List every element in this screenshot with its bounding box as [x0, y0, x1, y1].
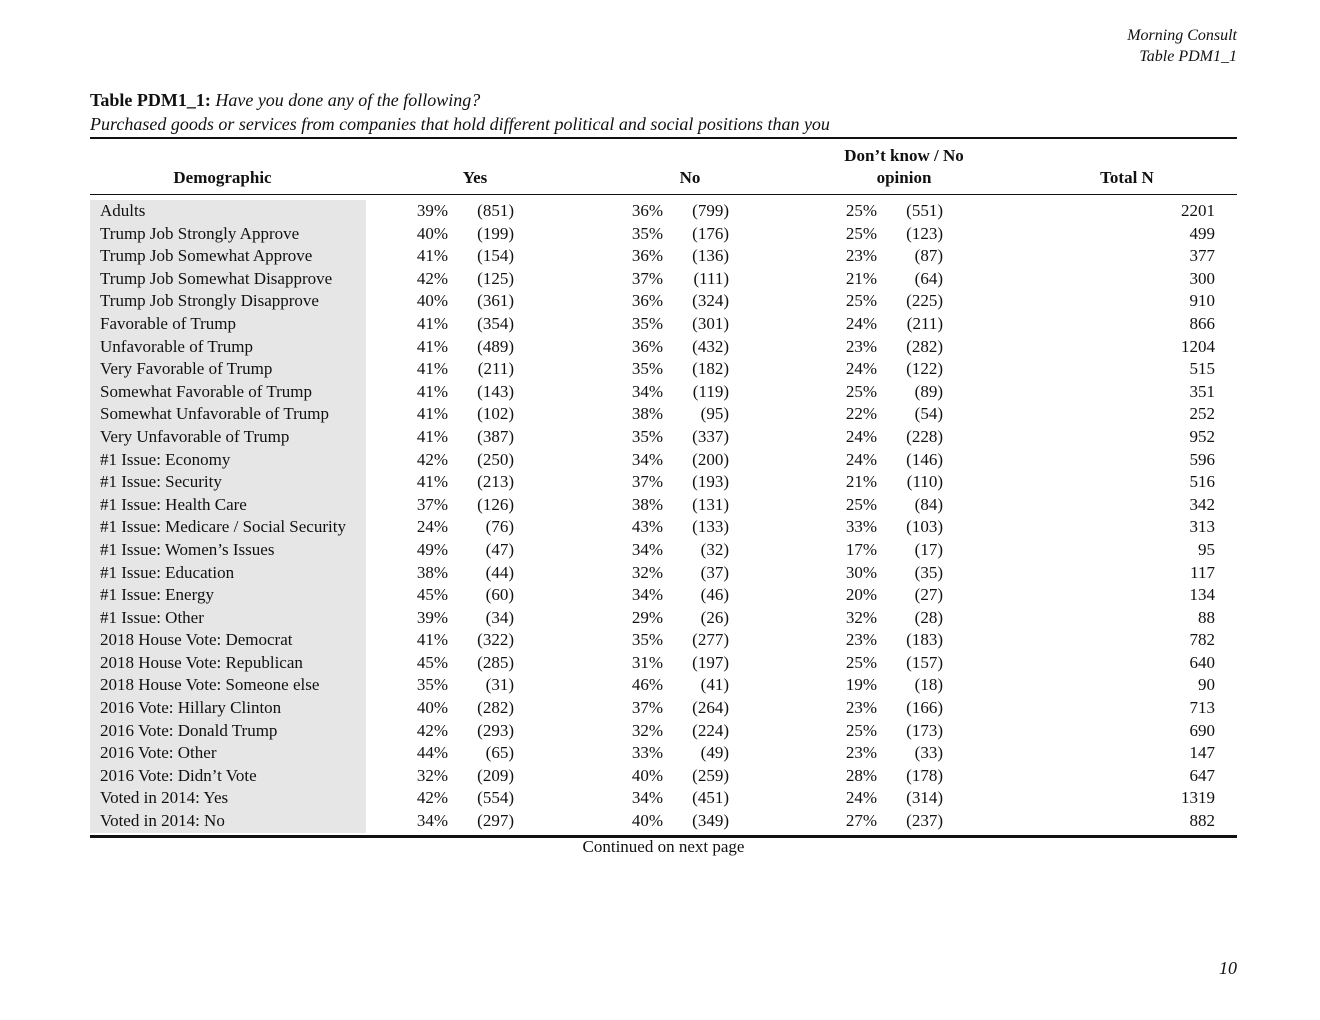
- dontknow-n: (228): [906, 426, 943, 446]
- row-label: #1 Issue: Medicare / Social Security: [100, 517, 346, 537]
- table-row: [90, 245, 1237, 268]
- yes-pct: 41%: [416, 336, 448, 356]
- dontknow-pct: 21%: [845, 472, 877, 492]
- dontknow-pct: 25%: [845, 720, 877, 740]
- dontknow-n: (18): [914, 675, 943, 695]
- row-label: 2016 Vote: Other: [100, 743, 217, 763]
- dontknow-n: (84): [914, 494, 943, 514]
- header-org: Morning Consult: [1127, 27, 1237, 44]
- row-label: Voted in 2014: No: [100, 811, 225, 831]
- row-label: #1 Issue: Other: [100, 607, 204, 627]
- dontknow-pct: 25%: [845, 652, 877, 672]
- row-label: #1 Issue: Energy: [100, 585, 214, 605]
- yes-pct: 35%: [416, 675, 448, 695]
- no-pct: 34%: [631, 539, 663, 559]
- row-label: 2018 House Vote: Someone else: [100, 675, 320, 695]
- dontknow-pct: 32%: [845, 607, 877, 627]
- col-header-no: No: [679, 168, 701, 187]
- total-n: 95: [1198, 539, 1215, 559]
- yes-pct: 40%: [416, 698, 448, 718]
- dontknow-n: (28): [914, 607, 943, 627]
- table-header: [90, 139, 1237, 195]
- yes-n: (211): [477, 359, 514, 379]
- yes-pct: 24%: [416, 517, 448, 537]
- dontknow-pct: 25%: [845, 494, 877, 514]
- row-label: 2016 Vote: Donald Trump: [100, 720, 278, 740]
- no-pct: 32%: [631, 562, 663, 582]
- yes-n: (489): [477, 336, 514, 356]
- no-n: (26): [700, 607, 729, 627]
- total-n: 713: [1189, 698, 1215, 718]
- dontknow-n: (314): [906, 788, 943, 808]
- no-n: (200): [692, 449, 729, 469]
- caption-subtitle: Purchased goods or services from companies that hold different political and social positions than you: [90, 114, 830, 134]
- no-n: (131): [692, 494, 729, 514]
- yes-pct: 41%: [416, 404, 448, 424]
- row-label: Somewhat Favorable of Trump: [100, 381, 313, 401]
- dontknow-pct: 24%: [845, 359, 877, 379]
- yes-n: (47): [485, 539, 514, 559]
- col-header-total: Total N: [1100, 168, 1154, 187]
- dontknow-n: (110): [906, 472, 943, 492]
- yes-pct: 40%: [416, 223, 448, 243]
- yes-n: (31): [485, 675, 514, 695]
- row-label: Voted in 2014: Yes: [100, 788, 229, 808]
- dontknow-n: (173): [906, 720, 943, 740]
- yes-n: (293): [477, 720, 514, 740]
- yes-pct: 41%: [416, 381, 448, 401]
- no-pct: 29%: [631, 607, 663, 627]
- total-n: 2201: [1181, 201, 1215, 220]
- no-pct: 38%: [631, 404, 663, 424]
- dontknow-n: (211): [906, 313, 943, 333]
- table-row: [90, 697, 1237, 720]
- table-row: [90, 471, 1237, 494]
- total-n: 499: [1189, 223, 1215, 243]
- no-n: (349): [692, 811, 729, 831]
- dontknow-n: (551): [906, 201, 943, 220]
- no-n: (119): [692, 381, 729, 401]
- dontknow-n: (157): [906, 652, 943, 672]
- no-n: (182): [692, 359, 729, 379]
- table-row: [90, 652, 1237, 675]
- yes-n: (125): [477, 268, 514, 288]
- yes-pct: 49%: [416, 539, 448, 559]
- row-label: #1 Issue: Health Care: [100, 494, 247, 514]
- no-n: (277): [692, 630, 729, 650]
- dontknow-pct: 21%: [845, 268, 877, 288]
- yes-pct: 34%: [416, 811, 448, 831]
- no-pct: 35%: [631, 223, 663, 243]
- table-row: [90, 787, 1237, 810]
- table-row: [90, 742, 1237, 765]
- dontknow-n: (237): [906, 811, 943, 831]
- dontknow-n: (225): [906, 291, 943, 311]
- yes-pct: 39%: [416, 607, 448, 627]
- total-n: 516: [1189, 472, 1215, 492]
- table-caption: [90, 88, 1237, 136]
- dontknow-pct: 28%: [845, 765, 877, 785]
- row-label: Trump Job Somewhat Disapprove: [100, 268, 333, 288]
- yes-n: (282): [477, 698, 514, 718]
- total-n: 377: [1189, 246, 1215, 266]
- table-row: [90, 765, 1237, 788]
- no-pct: 36%: [631, 336, 663, 356]
- total-n: 782: [1189, 630, 1215, 650]
- no-n: (337): [692, 426, 729, 446]
- total-n: 90: [1198, 675, 1215, 695]
- yes-n: (322): [477, 630, 514, 650]
- yes-n: (44): [485, 562, 514, 582]
- no-pct: 46%: [631, 675, 663, 695]
- table-row: [90, 516, 1237, 539]
- table-row: [90, 223, 1237, 246]
- dontknow-n: (123): [906, 223, 943, 243]
- no-n: (197): [692, 652, 729, 672]
- yes-pct: 40%: [416, 291, 448, 311]
- dontknow-n: (54): [914, 404, 943, 424]
- yes-n: (209): [477, 765, 514, 785]
- dontknow-pct: 17%: [845, 539, 877, 559]
- yes-pct: 41%: [416, 359, 448, 379]
- dontknow-pct: 23%: [845, 336, 877, 356]
- table-row: [90, 200, 1237, 223]
- total-n: 1204: [1181, 336, 1215, 356]
- dontknow-pct: 27%: [845, 811, 877, 831]
- row-label: Trump Job Somewhat Approve: [100, 246, 313, 266]
- table-row: [90, 584, 1237, 607]
- dontknow-n: (103): [906, 517, 943, 537]
- col-header-demographic: Demographic: [173, 168, 272, 187]
- yes-pct: 41%: [416, 313, 448, 333]
- row-label: #1 Issue: Women’s Issues: [100, 539, 275, 559]
- table-row: [90, 426, 1237, 449]
- no-n: (37): [700, 562, 729, 582]
- dontknow-n: (166): [906, 698, 943, 718]
- no-pct: 43%: [631, 517, 663, 537]
- yes-pct: 32%: [416, 765, 448, 785]
- dontknow-pct: 23%: [845, 743, 877, 763]
- no-n: (193): [692, 472, 729, 492]
- total-n: 351: [1189, 381, 1215, 401]
- no-pct: 37%: [631, 698, 663, 718]
- total-n: 690: [1189, 720, 1215, 740]
- table-row: [90, 810, 1237, 833]
- row-label: #1 Issue: Education: [100, 562, 235, 582]
- no-n: (324): [692, 291, 729, 311]
- continued-note: Continued on next page: [582, 837, 745, 856]
- row-label: 2018 House Vote: Democrat: [100, 630, 293, 650]
- yes-n: (285): [477, 652, 514, 672]
- dontknow-n: (178): [906, 765, 943, 785]
- dontknow-pct: 24%: [845, 788, 877, 808]
- dontknow-n: (64): [914, 268, 943, 288]
- dontknow-pct: 19%: [845, 675, 877, 695]
- yes-n: (387): [477, 426, 514, 446]
- dontknow-n: (27): [914, 585, 943, 605]
- yes-n: (102): [477, 404, 514, 424]
- no-n: (49): [700, 743, 729, 763]
- no-n: (264): [692, 698, 729, 718]
- row-label: #1 Issue: Economy: [100, 449, 231, 469]
- total-n: 117: [1190, 562, 1215, 582]
- no-n: (32): [700, 539, 729, 559]
- yes-pct: 42%: [416, 268, 448, 288]
- no-pct: 36%: [631, 291, 663, 311]
- yes-pct: 39%: [416, 201, 448, 220]
- yes-n: (126): [477, 494, 514, 514]
- yes-pct: 41%: [416, 426, 448, 446]
- table-row: [90, 358, 1237, 381]
- col-header-dontknow-line1: Don’t know / No: [844, 146, 964, 165]
- yes-pct: 41%: [416, 246, 448, 266]
- total-n: 910: [1189, 291, 1215, 311]
- row-label: Unfavorable of Trump: [100, 336, 253, 356]
- no-n: (133): [692, 517, 729, 537]
- total-n: 300: [1189, 268, 1215, 288]
- no-pct: 37%: [631, 268, 663, 288]
- yes-pct: 41%: [416, 630, 448, 650]
- no-pct: 34%: [631, 381, 663, 401]
- row-label: Trump Job Strongly Disapprove: [100, 291, 319, 311]
- yes-n: (143): [477, 381, 514, 401]
- dontknow-n: (35): [914, 562, 943, 582]
- yes-pct: 44%: [416, 743, 448, 763]
- no-pct: 40%: [631, 811, 663, 831]
- yes-n: (213): [477, 472, 514, 492]
- dontknow-pct: 24%: [845, 313, 877, 333]
- no-pct: 35%: [631, 359, 663, 379]
- row-label: 2018 House Vote: Republican: [100, 652, 303, 672]
- yes-n: (154): [477, 246, 514, 266]
- dontknow-pct: 23%: [845, 246, 877, 266]
- total-n: 640: [1189, 652, 1215, 672]
- row-label: Somewhat Unfavorable of Trump: [100, 404, 330, 424]
- col-header-dontknow: [804, 145, 1004, 189]
- yes-n: (361): [477, 291, 514, 311]
- total-n: 515: [1189, 359, 1215, 379]
- table-row: [90, 381, 1237, 404]
- no-pct: 36%: [631, 201, 663, 220]
- dontknow-n: (89): [914, 381, 943, 401]
- total-n: 952: [1189, 426, 1215, 446]
- row-label: Adults: [100, 201, 146, 220]
- no-n: (111): [693, 268, 729, 288]
- no-pct: 40%: [631, 765, 663, 785]
- dontknow-pct: 25%: [845, 201, 877, 220]
- table-row: [90, 290, 1237, 313]
- crosstab-table: [90, 137, 1237, 838]
- page-number: 10: [1219, 958, 1237, 978]
- no-pct: 35%: [631, 426, 663, 446]
- no-n: (451): [692, 788, 729, 808]
- dontknow-n: (183): [906, 630, 943, 650]
- yes-pct: 42%: [416, 449, 448, 469]
- row-label: Very Favorable of Trump: [100, 359, 273, 379]
- dontknow-n: (122): [906, 359, 943, 379]
- page-header: [1127, 25, 1237, 67]
- no-n: (259): [692, 765, 729, 785]
- yes-pct: 42%: [416, 720, 448, 740]
- yes-pct: 45%: [416, 585, 448, 605]
- table-body: [90, 195, 1237, 835]
- table-row: [90, 539, 1237, 562]
- table-row: [90, 268, 1237, 291]
- dontknow-n: (146): [906, 449, 943, 469]
- no-pct: 32%: [631, 720, 663, 740]
- yes-n: (60): [485, 585, 514, 605]
- no-pct: 36%: [631, 246, 663, 266]
- no-pct: 38%: [631, 494, 663, 514]
- total-n: 88: [1198, 607, 1215, 627]
- no-n: (41): [700, 675, 729, 695]
- total-n: 1319: [1181, 788, 1215, 808]
- total-n: 147: [1189, 743, 1215, 763]
- yes-n: (851): [477, 201, 514, 220]
- table-row: [90, 494, 1237, 517]
- no-n: (799): [692, 201, 729, 220]
- no-pct: 34%: [631, 585, 663, 605]
- total-n: 882: [1189, 811, 1215, 831]
- dontknow-pct: 24%: [845, 449, 877, 469]
- row-label: Favorable of Trump: [100, 313, 236, 333]
- header-table-ref: Table PDM1_1: [1139, 48, 1237, 65]
- yes-n: (250): [477, 449, 514, 469]
- dontknow-pct: 30%: [845, 562, 877, 582]
- yes-n: (65): [485, 743, 514, 763]
- dontknow-pct: 25%: [845, 223, 877, 243]
- table-row: [90, 313, 1237, 336]
- no-n: (432): [692, 336, 729, 356]
- yes-pct: 42%: [416, 788, 448, 808]
- row-label: Very Unfavorable of Trump: [100, 426, 290, 446]
- table-row: [90, 720, 1237, 743]
- table-row: [90, 674, 1237, 697]
- no-n: (176): [692, 223, 729, 243]
- dontknow-pct: 25%: [845, 381, 877, 401]
- dontknow-n: (87): [914, 246, 943, 266]
- total-n: 252: [1189, 404, 1215, 424]
- col-header-yes: Yes: [462, 168, 488, 187]
- dontknow-pct: 20%: [845, 585, 877, 605]
- dontknow-pct: 23%: [845, 630, 877, 650]
- yes-n: (34): [485, 607, 514, 627]
- table-row: [90, 403, 1237, 426]
- no-n: (46): [700, 585, 729, 605]
- row-label: #1 Issue: Security: [100, 472, 222, 492]
- caption-question: Have you done any of the following?: [215, 90, 481, 110]
- no-n: (136): [692, 246, 729, 266]
- dontknow-n: (282): [906, 336, 943, 356]
- table-row: [90, 607, 1237, 630]
- no-n: (95): [700, 404, 729, 424]
- dontknow-pct: 22%: [845, 404, 877, 424]
- dontknow-pct: 24%: [845, 426, 877, 446]
- dontknow-n: (33): [914, 743, 943, 763]
- table-row: [90, 449, 1237, 472]
- table-row: [90, 562, 1237, 585]
- no-n: (301): [692, 313, 729, 333]
- table-row: [90, 629, 1237, 652]
- no-pct: 37%: [631, 472, 663, 492]
- total-n: 313: [1189, 517, 1215, 537]
- dontknow-pct: 33%: [845, 517, 877, 537]
- no-pct: 31%: [631, 652, 663, 672]
- yes-n: (354): [477, 313, 514, 333]
- yes-n: (76): [485, 517, 514, 537]
- dontknow-n: (17): [914, 539, 943, 559]
- yes-pct: 45%: [416, 652, 448, 672]
- row-label: 2016 Vote: Hillary Clinton: [100, 698, 282, 718]
- no-pct: 33%: [631, 743, 663, 763]
- yes-pct: 38%: [416, 562, 448, 582]
- table-row: [90, 336, 1237, 359]
- no-pct: 34%: [631, 449, 663, 469]
- yes-n: (554): [477, 788, 514, 808]
- no-pct: 35%: [631, 313, 663, 333]
- yes-pct: 37%: [416, 494, 448, 514]
- total-n: 342: [1189, 494, 1215, 514]
- dontknow-pct: 25%: [845, 291, 877, 311]
- row-label: Trump Job Strongly Approve: [100, 223, 300, 243]
- yes-n: (297): [477, 811, 514, 831]
- total-n: 647: [1189, 765, 1215, 785]
- no-pct: 34%: [631, 788, 663, 808]
- total-n: 866: [1189, 313, 1215, 333]
- total-n: 596: [1189, 449, 1215, 469]
- row-label: 2016 Vote: Didn’t Vote: [100, 765, 257, 785]
- no-n: (224): [692, 720, 729, 740]
- caption-label: Table PDM1_1:: [90, 90, 211, 110]
- yes-n: (199): [477, 223, 514, 243]
- dontknow-pct: 23%: [845, 698, 877, 718]
- col-header-dontknow-line2: opinion: [876, 168, 932, 187]
- total-n: 134: [1189, 585, 1215, 605]
- no-pct: 35%: [631, 630, 663, 650]
- yes-pct: 41%: [416, 472, 448, 492]
